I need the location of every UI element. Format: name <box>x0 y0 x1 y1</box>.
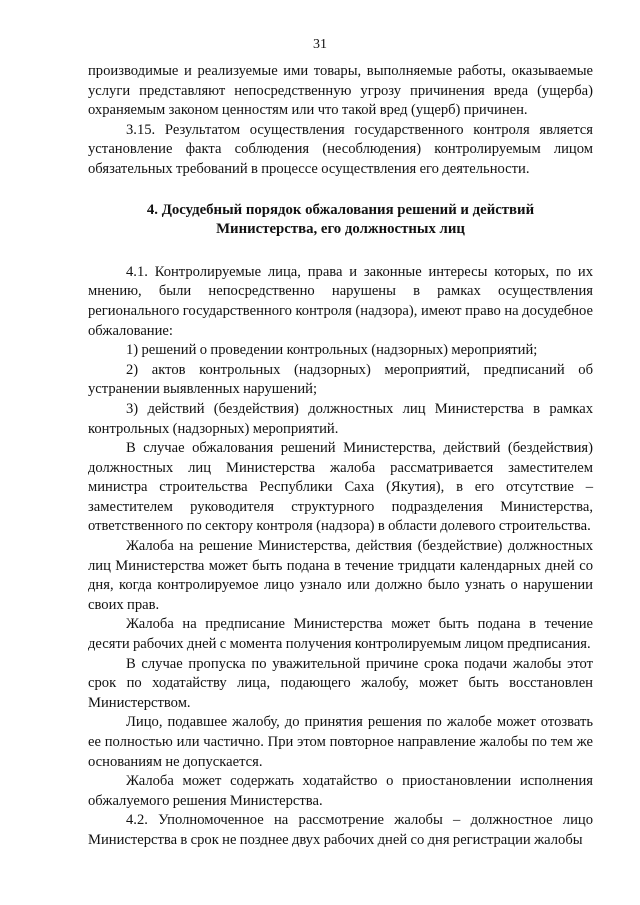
paragraph-suspension-request: Жалоба может содержать ходатайство о приостановлении исполнения обжалуемого решения Министерства. <box>88 773 593 809</box>
document-body <box>88 62 593 851</box>
list-item-1: 1) решений о проведении контрольных (надзорных) мероприятий; <box>126 342 538 359</box>
paragraph-order-appeal: Жалоба на предписание Министерства может быть подана в течение десяти рабочих дней с момента получения контролируемым лицом предписания. <box>88 616 593 653</box>
paragraph-3-15: 3.15. Результатом осуществления государственного контроля является установление факта соблюдения (несоблюдения) контролируемым лицом обязательных требований в процессе осуществления его деятельности. <box>88 121 593 177</box>
list-item-3: 3) действий (бездействия) должностных лиц Министерства в рамках контрольных (надзорных) мероприятий. <box>88 400 593 437</box>
paragraph-continuation: производимые и реализуемые ими товары, выполняемые работы, оказываемые услуги представляют непосредственную угрозу причинения вреда (ущерба) охраняемым законом ценностям или что такой вред (ущерб) причинен. <box>88 63 593 119</box>
paragraph-withdraw: Лицо, подавшее жалобу, до принятия решения по жалобе может отозвать ее полностью или частично. При этом повторное направление жалобы по тем же основаниям не допускается. <box>88 714 593 770</box>
paragraph-4-1: 4.1. Контролируемые лица, права и законные интересы которых, по их мнению, были непосредственно нарушены в рамках осуществления регионального государственного контроля (надзора), имеют право на досудебное обжалование: <box>88 263 593 339</box>
paragraph-appeal-review: В случае обжалования решений Министерства, действий (бездействия) должностных лиц Министерства жалоба рассматривается заместителем министра строительства Республики Саха (Якутия), в его отсутствие – заместителем руководителя структурного подразделения Министерства, ответственного по сектору контроля (надзора) в области долевого строительства. <box>88 440 593 535</box>
paragraph-deadline-restore: В случае пропуска по уважительной причине срока подачи жалобы этот срок по ходатайству лица, подающего жалобу, может быть восстановлен Министерством. <box>88 655 593 711</box>
section-heading-line-2: Министерства, его должностных лиц <box>216 221 465 238</box>
paragraph-4-2: 4.2. Уполномоченное на рассмотрение жалобы – должностное лицо Министерства в срок не позднее двух рабочих дней со дня регистрации жалобы <box>88 812 593 848</box>
list-item-2: 2) актов контрольных (надзорных) мероприятий, предписаний об устранении выявленных нарушений; <box>88 361 593 398</box>
paragraph-appeal-deadline: Жалоба на решение Министерства, действия (бездействие) должностных лиц Министерства может быть подана в течение тридцати календарных дней со дня, когда контролируемое лицо узнало или должно было узнать о нарушении своих прав. <box>88 538 593 613</box>
page-number: 31 <box>313 37 327 52</box>
section-heading <box>88 201 593 240</box>
section-heading-line-1: 4. Досудебный порядок обжалования решений и действий <box>146 201 535 218</box>
